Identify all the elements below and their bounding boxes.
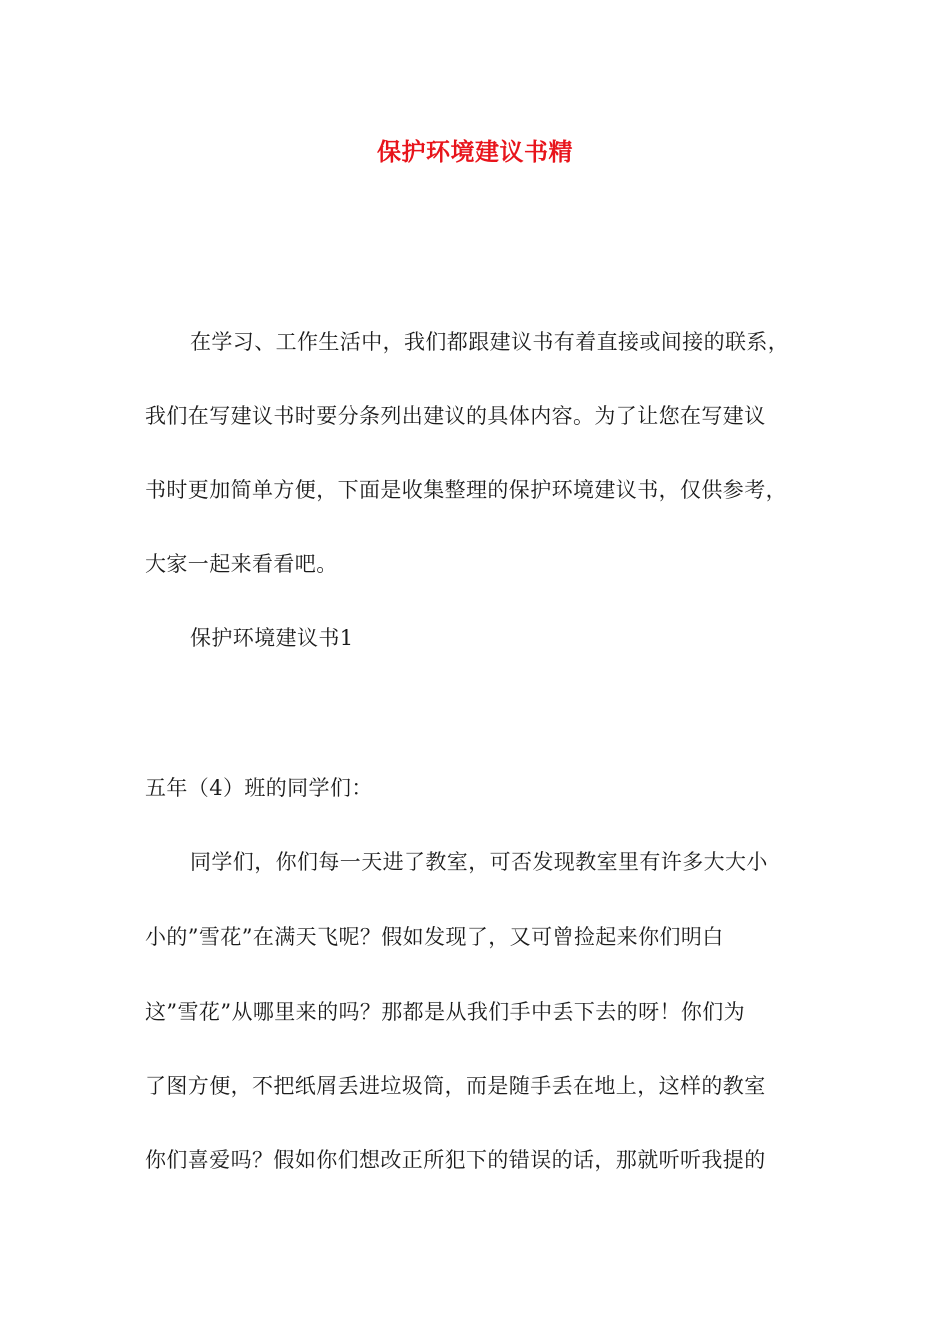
paragraph-line: 了图方便，不把纸屑丢进垃圾筒，而是随手丢在地上，这样的教室 — [145, 1074, 766, 1098]
paragraph-line: 同学们，你们每一天进了教室，可否发现教室里有许多大大小 — [190, 850, 768, 874]
document-title: 保护环境建议书精 — [377, 137, 573, 166]
paragraph-line: 书时更加简单方便，下面是收集整理的保护环境建议书，仅供参考， — [145, 478, 787, 502]
paragraph-line: 你们喜爱吗？假如你们想改正所犯下的错误的话，那就听听我提的 — [145, 1148, 766, 1172]
section-heading: 保护环境建议书1 — [190, 626, 354, 650]
paragraph-line: 这”雪花”从哪里来的吗？那都是从我们手中丢下去的呀！你们为 — [145, 1000, 746, 1024]
paragraph-line: 我们在写建议书时要分条列出建议的具体内容。为了让您在写建议 — [145, 404, 766, 428]
paragraph-line: 小的”雪花”在满天飞呢？假如发现了，又可曾捡起来你们明白 — [145, 925, 724, 949]
paragraph-line: 大家一起来看看吧。 — [145, 552, 338, 576]
salutation-line: 五年（4）班的同学们： — [145, 776, 373, 800]
paragraph-line: 在学习、工作生活中，我们都跟建议书有着直接或间接的联系， — [190, 330, 790, 354]
